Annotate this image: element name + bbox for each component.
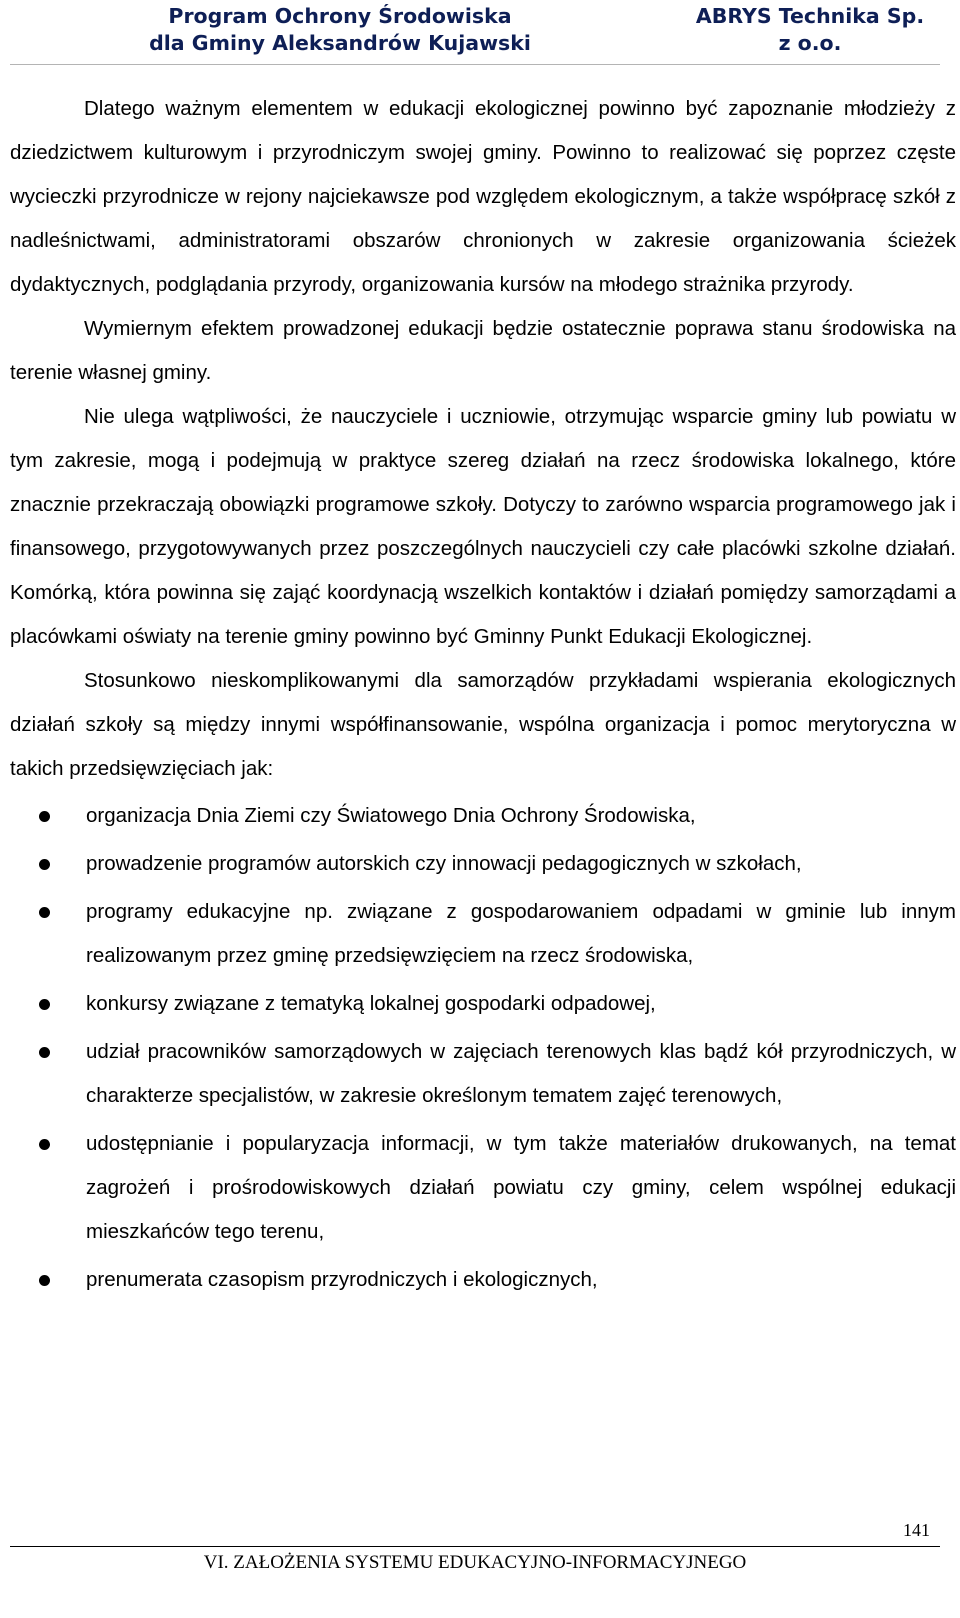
bullet-text: konkursy związane z tematyką lokalnej gospodarki odpadowej,	[86, 992, 656, 1015]
bullet-text: programy edukacyjne np. związane z gospodarowaniem odpadami w gminie lub innym realizowanym przez gminę przedsięwzięciem na rzecz środowiska,	[86, 900, 956, 967]
bullet-dot-icon	[39, 811, 50, 822]
header-divider	[10, 64, 940, 65]
bullet-dot-icon	[39, 907, 50, 918]
header-program-title-line2: dla Gminy Aleksandrów Kujawski	[149, 31, 531, 55]
bullet-item	[10, 1030, 956, 1118]
bullet-item	[10, 794, 956, 838]
header-company-name-line1: ABRYS Technika Sp.	[695, 4, 925, 28]
body-paragraph: Nie ulega wątpliwości, że nauczyciele i uczniowie, otrzymując wsparcie gminy lub powiatu w tym zakresie, mogą i podejmują w praktyce szereg działań na rzecz środowiska lokalnego, które znacznie przekraczają obowiązki programowe szkoły. Dotyczy to zarówno wsparcia programowego jak i finansowego, przygotowywanych przez poszczególnych nauczycieli czy całe placówki szkolne działań. Komórką, która powinna się zająć koordynacją wszelkich kontaktów i działań pomiędzy samorządami a placówkami oświaty na terenie gminy powinno być Gminny Punkt Edukacji Ekologicznej.	[10, 405, 956, 648]
body-paragraph: Dlatego ważnym elementem w edukacji ekologicznej powinno być zapoznanie młodzieży z dziedzictwem kulturowym i przyrodniczym swojej gminy. Powinno to realizować się poprzez częste wycieczki przyrodnicze w rejony najciekawsze pod względem ekologicznym, a także współpracę szkół z nadleśnictwami, administratorami obszarów chronionych w zakresie organizowania ścieżek dydaktycznych, podglądania przyrody, organizowania kursów na młodego strażnika przyrody.	[10, 97, 956, 296]
bullet-dot-icon	[39, 1139, 50, 1150]
header-program-title-line1: Program Ochrony Środowiska	[168, 4, 512, 28]
header-company-name-line2: z o.o.	[778, 31, 842, 55]
page-number: 141	[903, 1520, 930, 1540]
body-paragraph: Wymiernym efektem prowadzonej edukacji będzie ostatecznie poprawa stanu środowiska na terenie własnej gminy.	[10, 317, 956, 384]
bullet-text: prenumerata czasopism przyrodniczych i ekologicznych,	[86, 1268, 598, 1291]
bullet-item	[10, 1258, 956, 1302]
bullet-item	[10, 890, 956, 978]
footer-chapter-title: VI. ZAŁOŻENIA SYSTEMU EDUKACYJNO-INFORMACYJNEGO	[203, 1552, 747, 1573]
bullet-item	[10, 842, 956, 886]
bullet-text: udział pracowników samorządowych w zajęciach terenowych klas bądź kół przyrodniczych, w charakterze specjalistów, w zakresie określonym tematem zajęć terenowych,	[86, 1040, 956, 1107]
footer-divider	[10, 1546, 940, 1547]
bullet-text: prowadzenie programów autorskich czy innowacji pedagogicznych w szkołach,	[86, 852, 802, 875]
bullet-list	[10, 794, 956, 1302]
bullet-dot-icon	[39, 1275, 50, 1286]
header-company-name	[690, 3, 930, 57]
bullet-text: organizacja Dnia Ziemi czy Światowego Dnia Ochrony Środowiska,	[86, 804, 696, 827]
body-paragraph: Stosunkowo nieskomplikowanymi dla samorządów przykładami wspierania ekologicznych działań szkoły są między innymi współfinansowanie, wspólna organizacja i pomoc merytoryczna w takich przedsięwzięciach jak:	[10, 669, 956, 780]
document-body	[10, 87, 956, 1306]
bullet-item	[10, 982, 956, 1026]
bullet-dot-icon	[39, 859, 50, 870]
bullet-dot-icon	[39, 1047, 50, 1058]
bullet-dot-icon	[39, 999, 50, 1010]
header-program-title	[130, 3, 550, 57]
bullet-text: udostępnianie i popularyzacja informacji, w tym także materiałów drukowanych, na temat zagrożeń i prośrodowiskowych działań powiatu czy gminy, celem wspólnej edukacji mieszkańców tego terenu,	[86, 1132, 956, 1243]
bullet-item	[10, 1122, 956, 1254]
page-header	[0, 0, 960, 60]
